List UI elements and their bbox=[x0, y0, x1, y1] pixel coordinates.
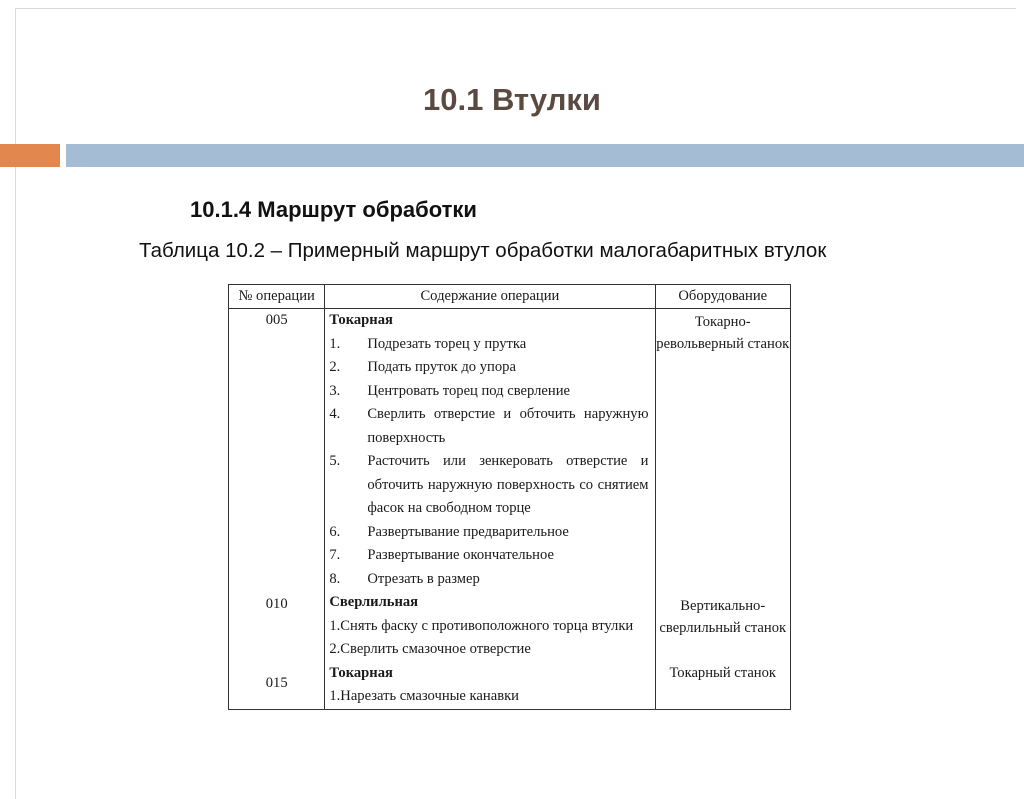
operation-name: Сверлильная bbox=[329, 594, 419, 610]
step-text: Развертывание предварительное bbox=[367, 523, 569, 540]
operation-step bbox=[329, 450, 648, 521]
operation-step bbox=[329, 333, 648, 357]
operation-name: Токарная bbox=[329, 312, 393, 328]
title-accent-bar bbox=[0, 144, 60, 167]
step-number: 7. bbox=[329, 547, 341, 563]
operation-equipment: Токарно-револьверный станок bbox=[655, 309, 791, 592]
table-row bbox=[229, 309, 791, 592]
table-row bbox=[229, 591, 791, 662]
operation-step: 1.Снять фаску с противоположного торца втулки bbox=[329, 617, 634, 634]
operation-content bbox=[325, 662, 655, 710]
operation-number: 005 bbox=[229, 309, 325, 592]
operation-step bbox=[329, 521, 648, 545]
operation-number: 015 bbox=[229, 662, 325, 710]
header-equipment: Оборудование bbox=[655, 285, 791, 309]
table-caption: Таблица 10.2 – Примерный маршрут обработки малогабаритных втулок bbox=[139, 239, 827, 262]
step-number: 8. bbox=[329, 570, 341, 587]
slide-title: 10.1 Втулки bbox=[423, 82, 601, 117]
operation-step: 2.Сверлить смазочное отверстие bbox=[329, 641, 531, 657]
step-text: Отрезать в размер bbox=[367, 570, 480, 587]
operation-step bbox=[329, 544, 648, 568]
header-operation-number: № операции bbox=[229, 285, 325, 309]
table-row bbox=[229, 662, 791, 710]
operation-step bbox=[329, 380, 648, 404]
operation-equipment: Вертикально-сверлильный станок bbox=[655, 591, 791, 662]
step-text: Сверлить отверстие и обточить наружную поверхность bbox=[367, 406, 649, 446]
section-subheading: 10.1.4 Маршрут обработки bbox=[190, 197, 477, 222]
operation-number: 010 bbox=[229, 591, 325, 662]
table-header-row bbox=[229, 285, 791, 309]
operation-step bbox=[329, 356, 648, 380]
header-operation-content: Содержание операции bbox=[325, 285, 655, 309]
step-number: 4. bbox=[329, 406, 341, 422]
step-number: 6. bbox=[329, 523, 341, 540]
step-text: Развертывание окончательное bbox=[367, 547, 554, 563]
operation-step bbox=[329, 568, 648, 592]
operation-step bbox=[329, 403, 648, 450]
operation-content bbox=[325, 309, 655, 592]
title-underline-bar bbox=[66, 144, 1024, 167]
step-text: Подать пруток до упора bbox=[367, 359, 516, 375]
operation-equipment: Токарный станок bbox=[655, 662, 791, 710]
step-number: 1. bbox=[329, 335, 341, 352]
step-text: Подрезать торец у прутка bbox=[367, 335, 527, 352]
step-number: 5. bbox=[329, 453, 341, 469]
operation-step: 1.Нарезать смазочные канавки bbox=[329, 688, 519, 704]
step-text: Расточить или зенкеровать отверстие и обточить наружную поверхность со снятием фасок на свободном торце bbox=[367, 453, 649, 516]
operation-name: Токарная bbox=[329, 664, 393, 681]
operation-content bbox=[325, 591, 655, 662]
step-number: 3. bbox=[329, 382, 341, 399]
step-number: 2. bbox=[329, 359, 341, 375]
step-text: Центровать торец под сверление bbox=[367, 382, 570, 399]
route-table bbox=[228, 284, 791, 710]
